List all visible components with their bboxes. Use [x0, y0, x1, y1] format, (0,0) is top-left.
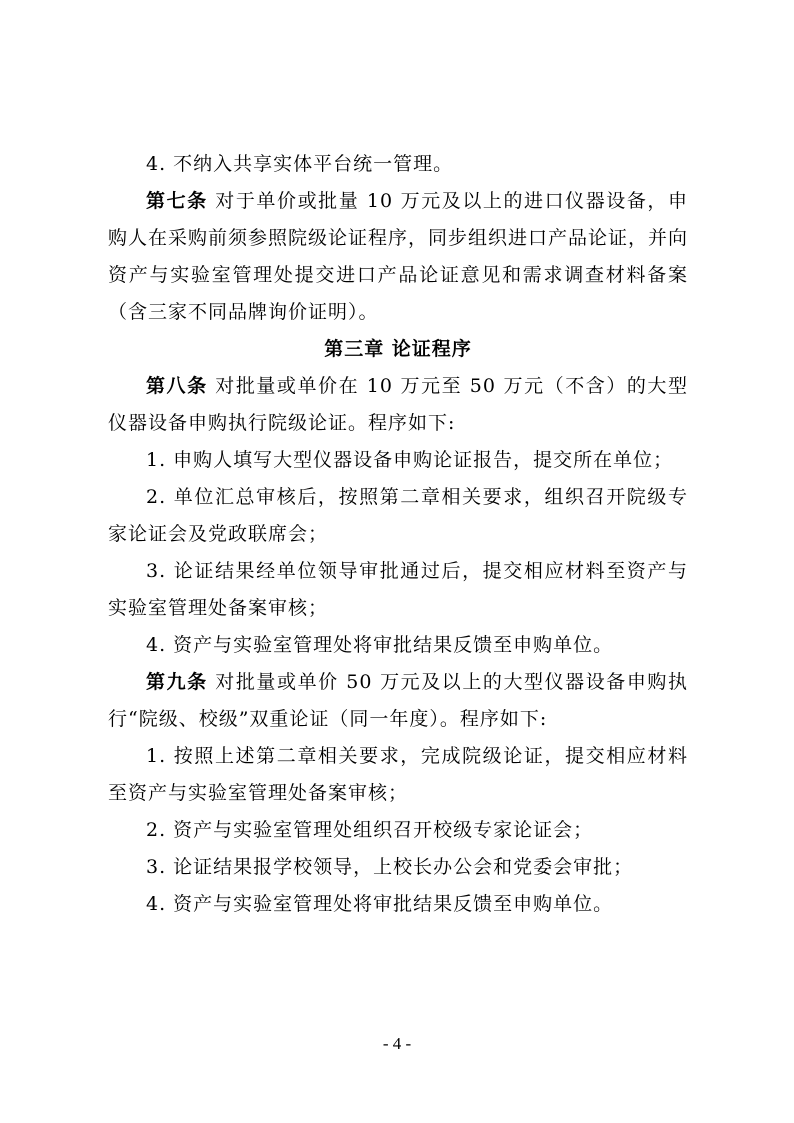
article-paragraph — [108, 664, 688, 738]
paragraph-text: 1. 申购人填写大型仪器设备申购论证报告，提交所在单位； — [146, 449, 674, 471]
list-item — [108, 738, 688, 812]
list-item — [108, 627, 688, 664]
paragraph-text: 3. 论证结果经单位领导审批通过后，提交相应材料至资产与实验室管理处备案审核； — [108, 560, 688, 619]
list-item — [108, 886, 688, 923]
article-paragraph — [108, 368, 688, 442]
list-item — [108, 442, 688, 479]
paragraph-text: 对批量或单价 50 万元及以上的大型仪器设备申购执行“院级、校级”双重论证（同一年度）。程序如下: — [108, 671, 688, 730]
list-item — [108, 849, 688, 886]
paragraph-text: 2. 单位汇总审核后，按照第二章相关要求，组织召开院级专家论证会及党政联席会； — [108, 486, 688, 545]
article-label: 第八条 — [146, 375, 208, 397]
list-item — [108, 146, 688, 183]
paragraph-text: 3. 论证结果报学校领导，上校长办公会和党委会审批； — [146, 856, 634, 878]
page-number: - 4 - — [382, 1034, 412, 1053]
list-item — [108, 479, 688, 553]
article-paragraph — [108, 183, 688, 331]
paragraph-text: 4. 资产与实验室管理处将审批结果反馈至申购单位。 — [146, 634, 614, 656]
paragraph-text: 对批量或单价在 10 万元至 50 万元（不含）的大型仪器设备申购执行院级论证。程序如下: — [108, 375, 688, 434]
paragraph-text: 1. 按照上述第二章相关要求，完成院级论证，提交相应材料至资产与实验室管理处备案审核； — [108, 745, 688, 804]
list-item — [108, 553, 688, 627]
paragraph-text: 4. 资产与实验室管理处将审批结果反馈至申购单位。 — [146, 893, 614, 915]
article-label: 第九条 — [146, 671, 208, 693]
paragraph-text: 4. 不纳入共享实体平台统一管理。 — [146, 153, 454, 175]
document-body — [108, 146, 688, 923]
list-item — [108, 812, 688, 849]
paragraph-text: 对于单价或批量 10 万元及以上的进口仪器设备，申购人在采购前须参照院级论证程序，同步组织进口产品论证，并向资产与实验室管理处提交进口产品论证意见和需求调查材料备案（含三家不同品牌询价证明）。 — [108, 190, 689, 323]
paragraph-text: 2. 资产与实验室管理处组织召开校级专家论证会； — [146, 819, 594, 841]
chapter-heading: 第三章 论证程序 — [324, 338, 472, 360]
article-label: 第七条 — [146, 190, 208, 212]
